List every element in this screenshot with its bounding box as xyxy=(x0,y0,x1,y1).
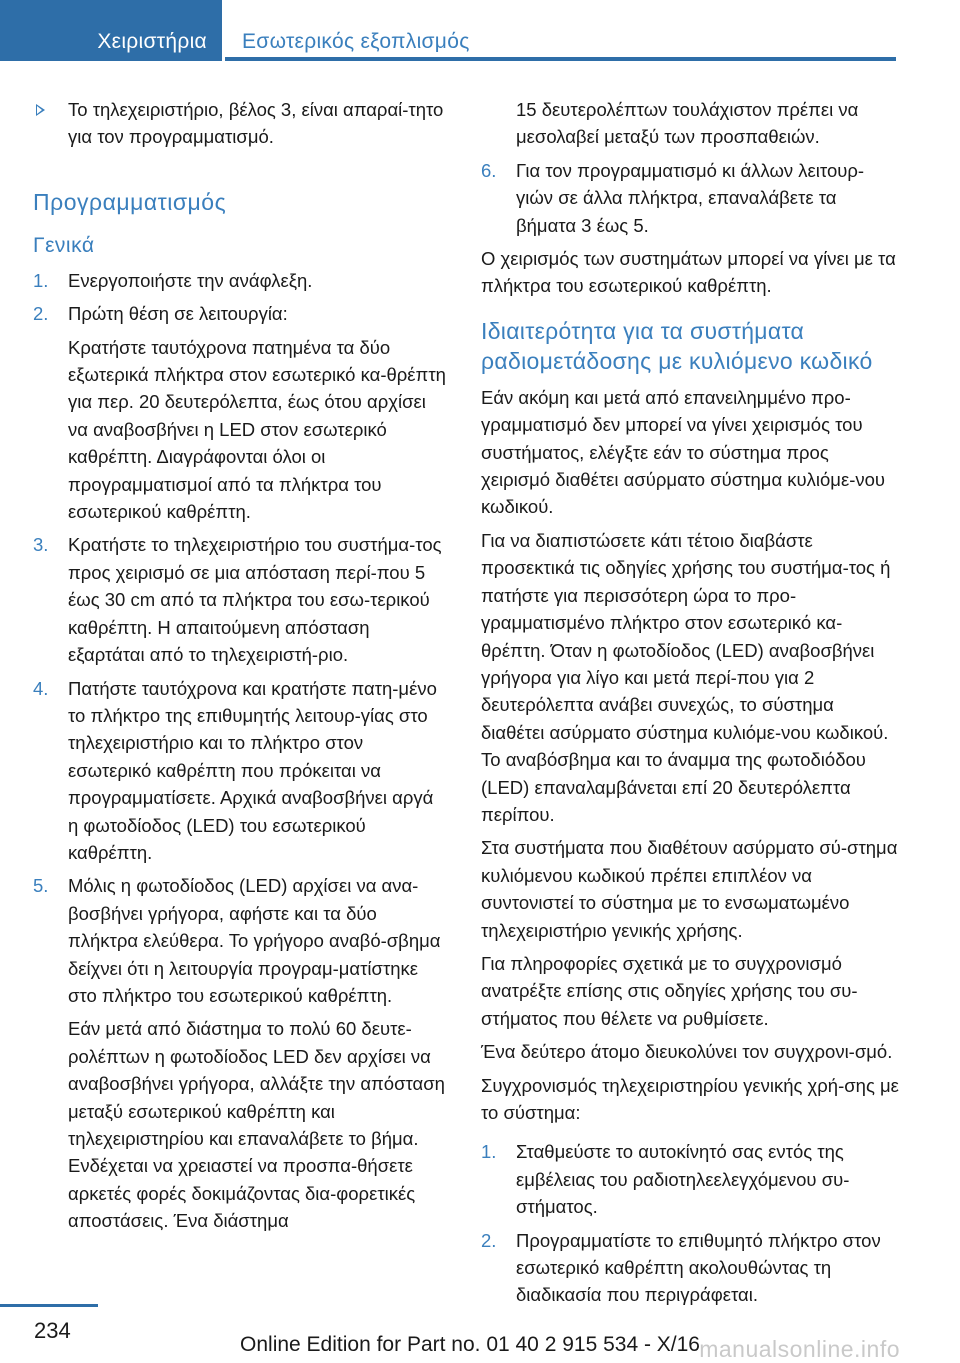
paragraph: Στα συστήματα που διαθέτουν ασύρματο σύ‐στημα κυλιόμενου κωδικού πρέπει επιπλέον να συντονιστεί το σύστημα με το ενσωματωμένο τηλεχειριστήριο γενικής χρήσης. xyxy=(481,837,898,941)
edition-note: Online Edition for Part no. 01 40 2 915 534 - X/16 xyxy=(240,1333,700,1356)
page-header xyxy=(0,0,896,61)
list-item xyxy=(33,872,448,1234)
watermark: manualsonline.info xyxy=(699,1336,900,1362)
step-text: Πρώτη θέση σε λειτουργία: xyxy=(68,303,288,325)
arrow-note-text: Το τηλεχειριστήριο, βέλος 3, είναι απαραί‐τητο για τον προγραμματισμό. xyxy=(68,99,444,148)
list-item xyxy=(33,267,448,294)
list-item xyxy=(33,675,448,867)
step-number: 1. xyxy=(481,1141,497,1163)
steps-list-right-top xyxy=(481,157,901,239)
step-number: 5. xyxy=(33,875,49,897)
steps-list-right-bottom xyxy=(481,1138,901,1308)
step-number: 3. xyxy=(33,534,49,556)
step-text: Μόλις η φωτοδίοδος (LED) αρχίσει να ανα‐βοσβήνει γρήγορα, αφήστε και τα δύο πλήκτρα ελεύθερα. Το γρήγορο αναβό‐σβημα δείχνει ότι η λειτουργία προγραμ‐ματίστηκε στο πλήκτρο του εσωτερικού καθρέπτη. xyxy=(68,875,441,1006)
step-text: Πατήστε ταυτόχρονα και κρατήστε πατη‐μένο το πλήκτρο της επιθυμητής λειτουρ‐γίας στο τηλεχειριστήριο και το πλήκτρο στον εσωτερικό καθρέπτη που πρόκειται να προγραμματίσετε. Αρχικά αναβοσβήνει αργά η φωτοδίοδος (LED) του εσωτερικού καθρέπτη. xyxy=(68,677,437,863)
list-item xyxy=(33,300,448,525)
continuation-text: 15 δευτερολέπτων τουλάχιστον πρέπει να μεσολαβεί μεταξύ των προσπαθειών. xyxy=(516,99,859,148)
paragraph: Εάν ακόμη και μετά από επανειλημμένο προ‐γραμματισμό δεν μπορεί να γίνει χειρισμός του συστήματος, ελέγξτε εάν το σύστημα προς χειρισμό διαθέτει ασύρματο σύστημα κυλιόμε‐νου κωδικού. xyxy=(481,386,886,518)
list-item xyxy=(481,157,901,239)
step-number: 2. xyxy=(481,1229,497,1251)
arrow-note xyxy=(33,96,448,151)
heading-programming: Προγραμματισμός xyxy=(33,188,227,215)
step-text: Σταθμεύστε το αυτοκίνητό σας εντός της εμβέλειας του ραδιοτηλεελεγχόμενου συ‐στήματος. xyxy=(516,1141,850,1218)
list-item xyxy=(33,531,448,668)
footer-rule xyxy=(0,1304,98,1307)
step-number: 6. xyxy=(481,159,497,181)
step-number: 1. xyxy=(33,269,49,291)
triangle-arrow-icon xyxy=(36,104,45,116)
paragraph: Για πληροφορίες σχετικά με το συγχρονισμό ανατρέξτε επίσης στις οδηγίες χρήσης του συ‐στήματος που θέλετε να ρυθμίσετε. xyxy=(481,952,858,1029)
right-column xyxy=(481,96,901,1315)
section-tab-controls xyxy=(0,0,222,61)
section-tab-interior-label: Εσωτερικός εξοπλισμός xyxy=(242,30,470,53)
page-number: 234 xyxy=(34,1318,71,1343)
heading-rolling-code: Ιδιαιτερότητα για τα συστήματα ραδιομετάδοσης με κυλιόμενο κωδικό xyxy=(481,317,873,374)
step-number: 4. xyxy=(33,677,49,699)
steps-list-left xyxy=(33,267,448,1235)
list-item xyxy=(481,1227,901,1309)
paragraph: Ο χειρισμός των συστημάτων μπορεί να γίνει με τα πλήκτρα του εσωτερικού καθρέπτη. xyxy=(481,248,896,297)
section-tab-interior xyxy=(225,0,896,61)
step-text: Κρατήστε το τηλεχειριστήριο του συστήμα‐τος προς χειρισμό σε μια απόσταση περί‐που 5 έως 30 cm από τα πλήκτρα του εσω‐τερικού καθρέπτη. Η απαιτούμενη απόσταση εξαρτάται από το τηλεχειριστή‐ριο. xyxy=(68,534,442,666)
step-text: Προγραμματίστε το επιθυμητό πλήκτρο στον εσωτερικό καθρέπτη ακολουθώντας τη διαδικασία που περιγράφεται. xyxy=(516,1229,881,1306)
step-text: Για τον προγραμματισμό κι άλλων λειτουρ‐γιών σε άλλα πλήκτρα, επαναλάβετε τα βήματα 3 έως 5. xyxy=(516,159,865,236)
paragraph: Ένα δεύτερο άτομο διευκολύνει τον συγχρονι‐σμό. xyxy=(481,1041,893,1063)
left-column xyxy=(33,96,448,1241)
section-tab-controls-label: Χειριστήρια xyxy=(97,30,207,53)
step-text: Ενεργοποιήστε την ανάφλεξη. xyxy=(68,269,313,291)
list-item xyxy=(481,1138,901,1220)
step-number: 2. xyxy=(33,303,49,325)
heading-general: Γενικά xyxy=(33,233,95,257)
step-subtext: Κρατήστε ταυτόχρονα πατημένα τα δύο εξωτερικά πλήκτρα στον εσωτερικό κα‐θρέπτη για περ. 20 δευτερόλεπτα, έως ότου αρχίσει να αναβοσβήνει η LED στον εσωτερικό καθρέπτη. Διαγράφονται όλοι οι προγραμματισμοί από τα πλήκτρα του εσωτερικού καθρέπτη. xyxy=(68,336,446,523)
paragraph: Συγχρονισμός τηλεχειριστηρίου γενικής χρή‐σης με το σύστημα: xyxy=(481,1074,899,1123)
paragraph: Για να διαπιστώσετε κάτι τέτοιο διαβάστε προσεκτικά τις οδηγίες χρήσης του συστήμα‐τος ή πατήστε για περισσότερη ώρα το προ‐γραμματισμένο πλήκτρο στον εσωτερικό κα‐θρέπτη. Όταν η φωτοδίοδος (LED) αναβοσβήνει γρήγορα για λίγο και μετά περί‐που για 2 δευτερόλεπτα ανάβει συνεχώς, το σύστημα διαθέτει ασύρματο σύστημα κυλιόμε‐νου κωδικού. Το αναβόσβημα και το άναμμα της φωτοδιόδου (LED) επαναλαμβάνεται επί 20 δευτερόλεπτα περίπου. xyxy=(481,529,891,825)
step-subtext: Εάν μετά από διάστημα το πολύ 60 δευτε‐ρολέπτων η φωτοδίοδος LED δεν αρχίσει να αναβοσβήνει γρήγορα, αλλάξτε την απόσταση μεταξύ εσωτερικού καθρέπτη και τηλεχειριστηρίου και επαναλάβετε το βήμα. Ενδέχεται να χρειαστεί να προσπα‐θήσετε αρκετές φορές δοκιμάζοντας δια‐φορετικές αποστάσεις. Ένα διάστημα xyxy=(68,1018,445,1232)
